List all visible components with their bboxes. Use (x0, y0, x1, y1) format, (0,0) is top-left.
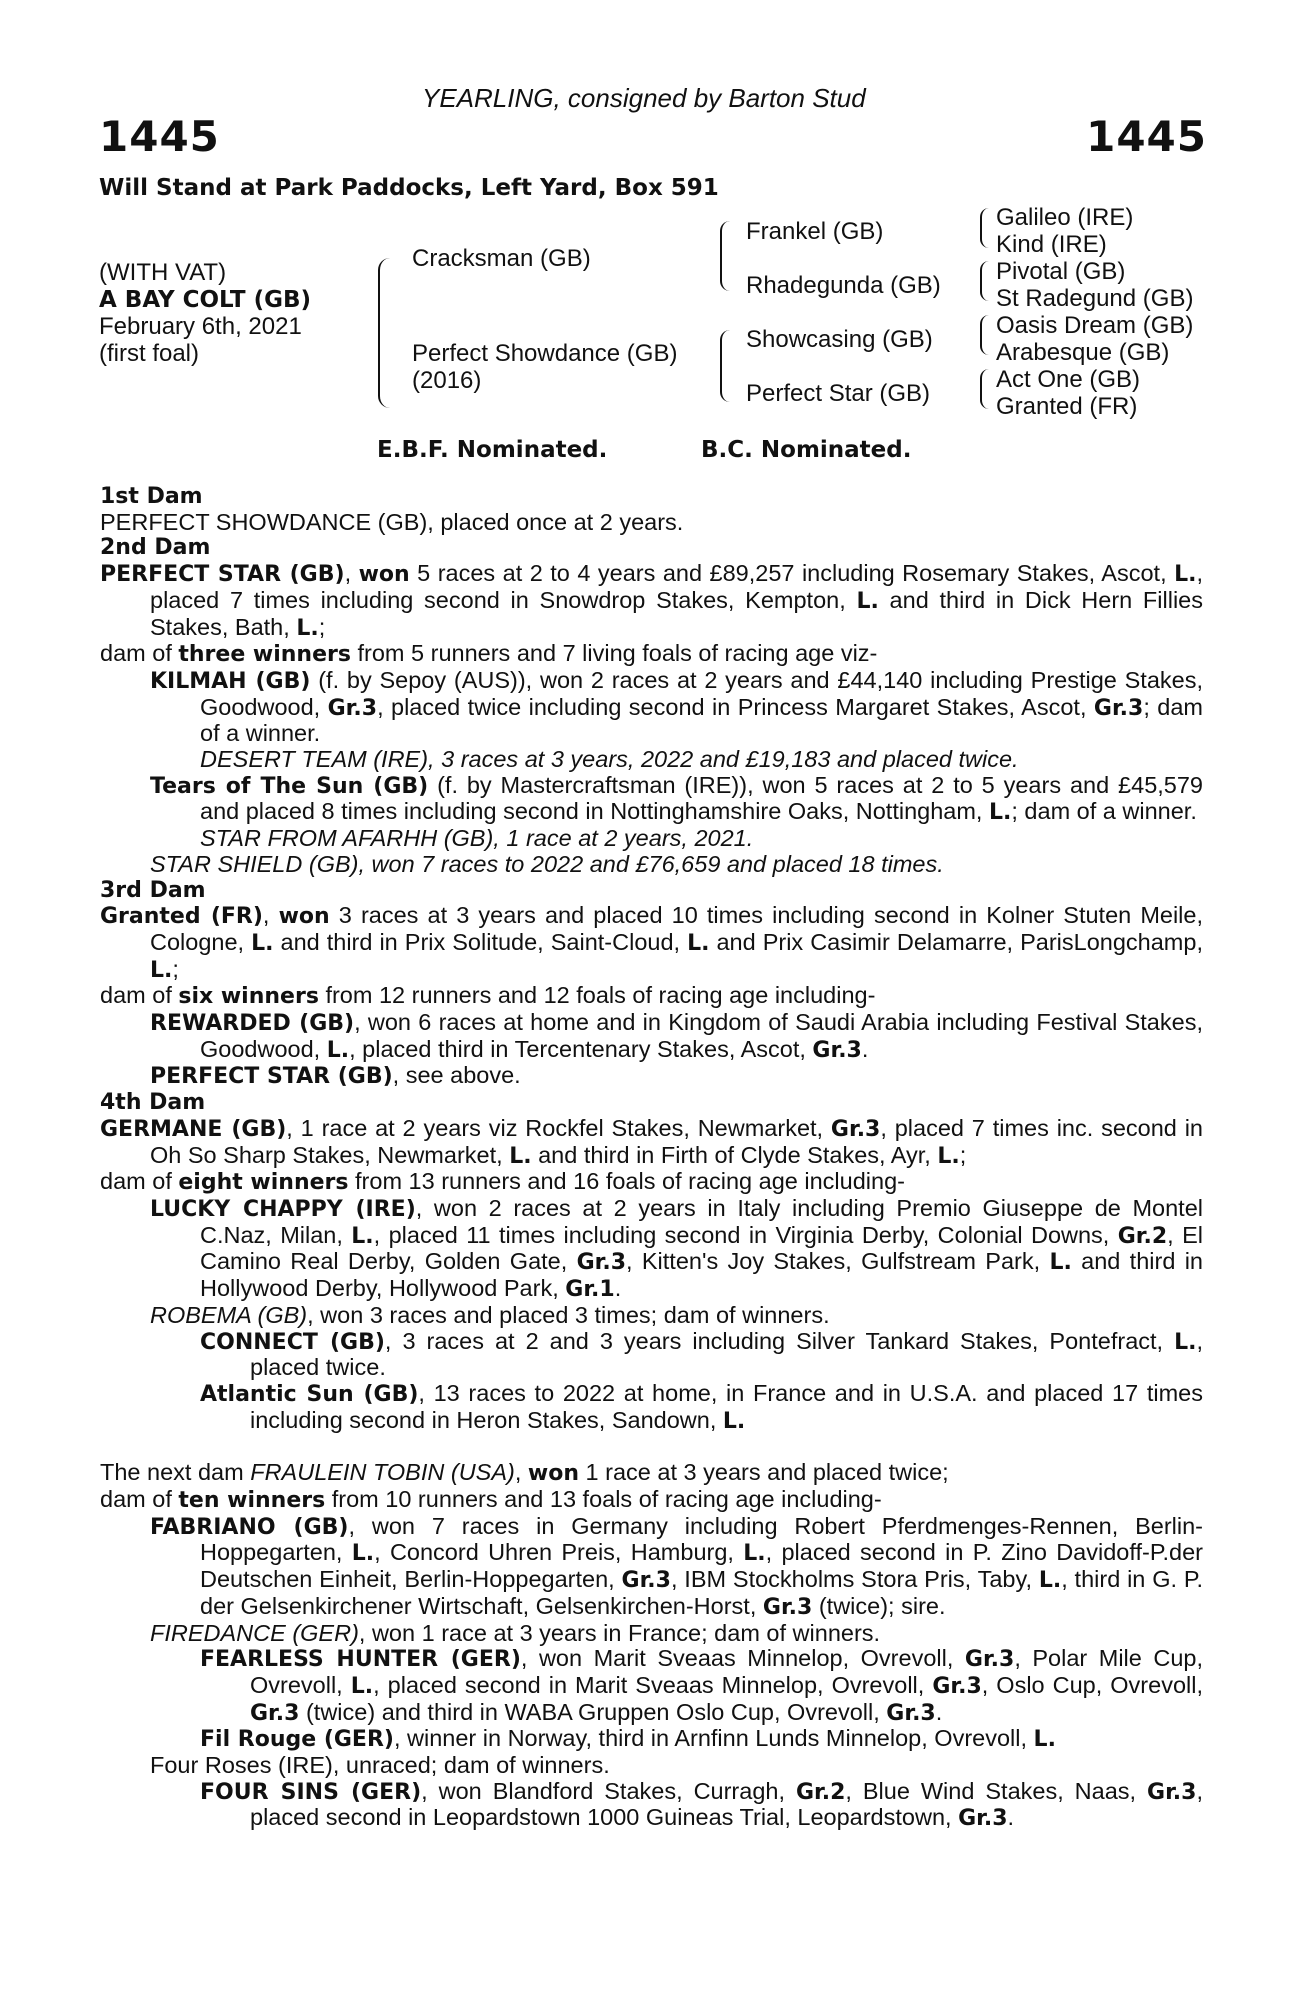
second-dam-produce-summary: dam of three winners from 5 runners and 7 living foals of racing age viz- (100, 640, 878, 668)
pedigree-dam: Perfect Showdance (GB) (412, 340, 678, 367)
pedigree-brace-2 (980, 261, 989, 301)
pedigree-dam-year: (2016) (412, 367, 482, 394)
pedigree-dss: Oasis Dream (GB) (996, 312, 1194, 339)
produce-kilmah: KILMAH (GB) (f. by Sepoy (AUS)), won 2 races at 2 years and £44,140 including Prestige Stakes, Goodwood, Gr.3, placed twice including second in Princess Margaret Stakes, Ascot, Gr.3; dam of a winner. (150, 666, 1204, 747)
ebf-nomination: E.B.F. Nominated. (377, 437, 608, 463)
fourth-dam-heading: 4th Dam (100, 1090, 206, 1116)
produce-perfect-star: PERFECT STAR (GB), see above. (150, 1062, 521, 1090)
produce-fabriano: FABRIANO (GB), won 7 races in Germany including Robert Pferdmenges-Rennen, Berlin-Hoppegarten, L., Concord Uhren Preis, Hamburg, L., placed second in P. Zino Davidoff-P.der Deutschen Einheit, Berlin-Hoppegarten, Gr.3, IBM Stockholms Stora Pris, Taby, L., third in G. P. der Gelsenkirchener Wirtschaft, Gelsenkirchen-Horst, Gr.3 (twice); sire. (150, 1512, 1203, 1620)
pedigree-ddd: Granted (FR) (996, 393, 1138, 420)
next-dam-produce-summary: dam of ten winners from 10 runners and 13 foals of racing age including- (100, 1486, 882, 1514)
produce-rewarded: REWARDED (GB), won 6 races at home and in Kingdom of Saudi Arabia including Festival Stakes, Goodwood, L., placed third in Tercentenary Stakes, Ascot, Gr.3. (150, 1009, 1203, 1063)
pedigree-sire-sire: Frankel (GB) (746, 218, 884, 245)
first-dam-heading: 1st Dam (100, 484, 203, 509)
horse-note: (first foal) (99, 340, 200, 367)
first-dam-text: PERFECT SHOWDANCE (GB), placed once at 2 years. (100, 508, 684, 535)
third-dam-produce-summary: dam of six winners from 12 runners and 12 foals of racing age including- (100, 982, 876, 1010)
pedigree-sss: Galileo (IRE) (996, 204, 1134, 231)
pedigree-dam-dam: Perfect Star (GB) (746, 380, 931, 407)
consignment-line: YEARLING, consigned by Barton Stud (422, 83, 866, 113)
produce-star-from-afarhh: STAR FROM AFARHH (GB), 1 race at 2 years, 2021. (200, 825, 754, 852)
produce-atlantic-sun: Atlantic Sun (GB), 13 races to 2022 at home, in France and in U.S.A. and placed 17 times including second in Heron Stakes, Sandown, L. (200, 1379, 1203, 1434)
pedigree-brace-3 (980, 315, 989, 355)
horse-name: A BAY COLT (GB) (99, 287, 312, 313)
vat-note: (WITH VAT) (99, 259, 227, 286)
pedigree-dam-sire: Showcasing (GB) (746, 326, 933, 353)
third-dam-heading: 3rd Dam (100, 877, 206, 903)
produce-tears-of-the-sun: Tears of The Sun (GB) (f. by Mastercraftsman (IRE)), won 5 races at 2 to 5 years and £45,579 and placed 8 times including second in Nottinghamshire Oaks, Nottingham, L.; dam of a winner. (150, 771, 1203, 826)
second-dam-record: PERFECT STAR (GB), won 5 races at 2 to 4 years and £89,257 including Rosemary Stakes, Ascot, L., placed 7 times including second in Snowdrop Stakes, Kempton, L. and third in Dick Hern Fillies Stakes, Bath, L.; (100, 560, 1203, 641)
pedigree-sdd: St Radegund (GB) (996, 285, 1194, 312)
produce-star-shield: STAR SHIELD (GB), won 7 races to 2022 and £76,659 and placed 18 times. (150, 850, 944, 877)
produce-record (100, 484, 1203, 1832)
fourth-dam-produce-summary: dam of eight winners from 13 runners and 16 foals of racing age including- (100, 1168, 905, 1196)
pedigree-brace-sire (720, 221, 730, 291)
pedigree-sds: Pivotal (GB) (996, 258, 1126, 285)
pedigree-dds: Act One (GB) (996, 366, 1141, 393)
produce-connect: CONNECT (GB), 3 races at 2 and 3 years including Silver Tankard Stakes, Pontefract, L., placed twice. (200, 1327, 1203, 1381)
bc-nomination: B.C. Nominated. (701, 437, 912, 463)
horse-dob: February 6th, 2021 (99, 313, 302, 340)
lot-number-left: 1445 (99, 112, 220, 161)
produce-four-sins: FOUR SINS (GER), won Blandford Stakes, Curragh, Gr.2, Blue Wind Stakes, Naas, Gr.3, placed second in Leopardstown 1000 Guineas Trial, Leopardstown, Gr.3. (200, 1777, 1203, 1832)
pedigree-dsd: Arabesque (GB) (996, 339, 1170, 366)
pedigree-brace-4 (980, 369, 989, 409)
next-dam-record: The next dam FRAULEIN TOBIN (USA), won 1 race at 3 years and placed twice; (100, 1459, 949, 1487)
lot-number-right: 1445 (1086, 112, 1207, 161)
second-dam-heading: 2nd Dam (100, 535, 211, 561)
produce-lucky-chappy: LUCKY CHAPPY (IRE), won 2 races at 2 years in Italy including Premio Giuseppe de Montel C.Naz, Milan, L., placed 11 times including second in Virginia Derby, Colonial Downs, Gr.2, El Camino Real Derby, Golden Gate, Gr.3, Kitten's Joy Stakes, Gulfstream Park, L. and third in Hollywood Derby, Hollywood Park, Gr.1. (150, 1194, 1203, 1303)
stand-location: Will Stand at Park Paddocks, Left Yard, Box 591 (99, 175, 719, 201)
third-dam-record: Granted (FR), won 3 races at 3 years and placed 10 times including second in Kolner Stuten Meile, Cologne, L. and third in Prix Solitude, Saint-Cloud, L. and Prix Casimir Delamarre, ParisLongchamp, L.; (100, 902, 1204, 983)
produce-desert-team: DESERT TEAM (IRE), 3 races at 3 years, 2022 and £19,183 and placed twice. (200, 746, 1019, 773)
pedigree-brace-dam (720, 330, 730, 402)
pedigree-brace-main (378, 258, 390, 408)
produce-robema: ROBEMA (GB), won 3 races and placed 3 times; dam of winners. (150, 1301, 830, 1328)
produce-fil-rouge: Fil Rouge (GER), winner in Norway, third in Arnfinn Lunds Minnelop, Ovrevoll, L. (200, 1725, 1056, 1753)
produce-four-roses: Four Roses (IRE), unraced; dam of winners. (150, 1752, 610, 1779)
pedigree-brace-1 (980, 208, 989, 248)
produce-firedance: FIREDANCE (GER), won 1 race at 3 years in France; dam of winners. (150, 1619, 881, 1646)
pedigree-sire: Cracksman (GB) (412, 245, 591, 272)
produce-fearless-hunter: FEARLESS HUNTER (GER), won Marit Sveaas Minnelop, Ovrevoll, Gr.3, Polar Mile Cup, Ovrevoll, L., placed second in Marit Sveaas Minnelop, Ovrevoll, Gr.3, Oslo Cup, Ovrevoll, Gr.3 (twice) and third in WABA Gruppen Oslo Cup, Ovrevoll, Gr.3. (200, 1645, 1204, 1726)
pedigree-sire-dam: Rhadegunda (GB) (746, 272, 941, 299)
fourth-dam-record: GERMANE (GB), 1 race at 2 years viz Rockfel Stakes, Newmarket, Gr.3, placed 7 times inc. second in Oh So Sharp Stakes, Newmarket, L. and third in Firth of Clyde Stakes, Ayr, L.; (100, 1114, 1204, 1169)
pedigree-ssd: Kind (IRE) (996, 231, 1107, 258)
